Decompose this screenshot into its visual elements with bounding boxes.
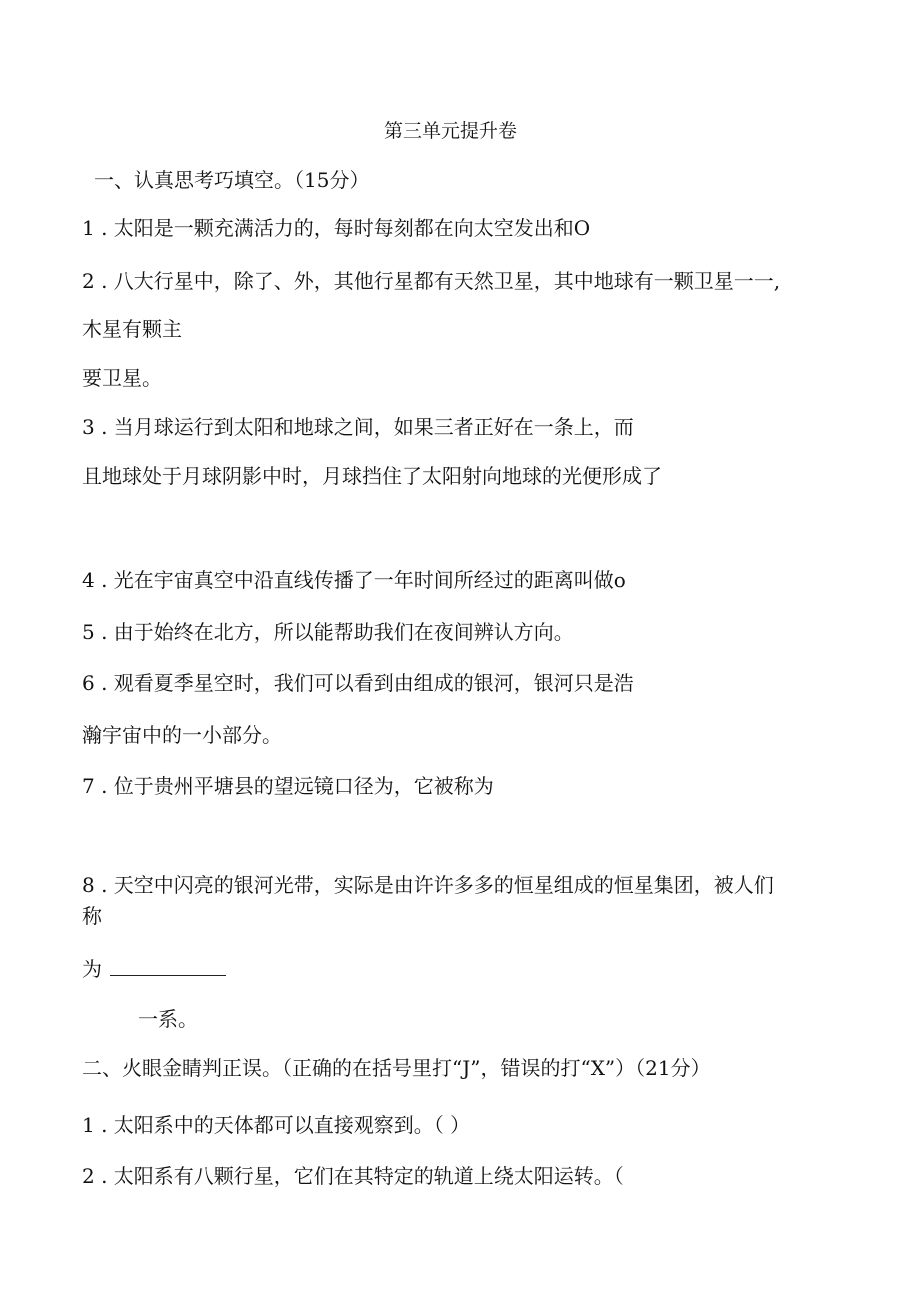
question-2-line-3: 要卫星。 — [82, 366, 162, 390]
question-8-label: 为 — [82, 957, 102, 981]
question-7: 7 . 位于贵州平塘县的望远镜口径为，它被称为 — [82, 774, 494, 798]
judge-question-2: 2 . 太阳系有八颗行星，它们在其特定的轨道上绕太阳运转。（ — [82, 1164, 624, 1188]
question-1: 1 . 太阳是一颗充满活力的，每时每刻都在向太空发出和O — [82, 216, 591, 240]
question-2-line-2: 木星有颗主 — [82, 317, 182, 341]
question-3-line-2: 且地球处于月球阴影中时，月球挡住了太阳射向地球的光便形成了 — [82, 464, 662, 488]
answer-blank[interactable] — [110, 957, 226, 976]
question-2-line-1: 2 . 八大行星中，除了、外，其他行星都有天然卫星，其中地球有一颗卫星一一, — [82, 269, 781, 293]
question-8-line-2: 称 — [82, 904, 102, 928]
question-3-line-1: 3 . 当月球运行到太阳和地球之间，如果三者正好在一条上，而 — [82, 415, 634, 439]
page-title: 第三单元提升卷 — [384, 120, 518, 142]
section1-heading: 一、认真思考巧填空。（15分） — [94, 168, 370, 192]
judge-question-1: 1 . 太阳系中的天体都可以直接观察到。（ ） — [82, 1113, 471, 1137]
question-8-line-3 — [82, 955, 226, 983]
section2-heading: 二、火眼金睛判正误。（正确的在括号里打“J”，错误的打“X”）（21分） — [82, 1056, 711, 1080]
question-8-line-4: 一系。 — [138, 1007, 198, 1031]
question-8-line-1: 8 . 天空中闪亮的银河光带，实际是由许许多多的恒星组成的恒星集团，被人们 — [82, 873, 774, 897]
question-5: 5 . 由于始终在北方，所以能帮助我们在夜间辨认方向。 — [82, 620, 574, 644]
question-6-line-2: 瀚宇宙中的一小部分。 — [82, 723, 282, 747]
question-6-line-1: 6 . 观看夏季星空时，我们可以看到由组成的银河，银河只是浩 — [82, 671, 634, 695]
question-4: 4 . 光在宇宙真空中沿直线传播了一年时间所经过的距离叫做o — [82, 568, 626, 592]
